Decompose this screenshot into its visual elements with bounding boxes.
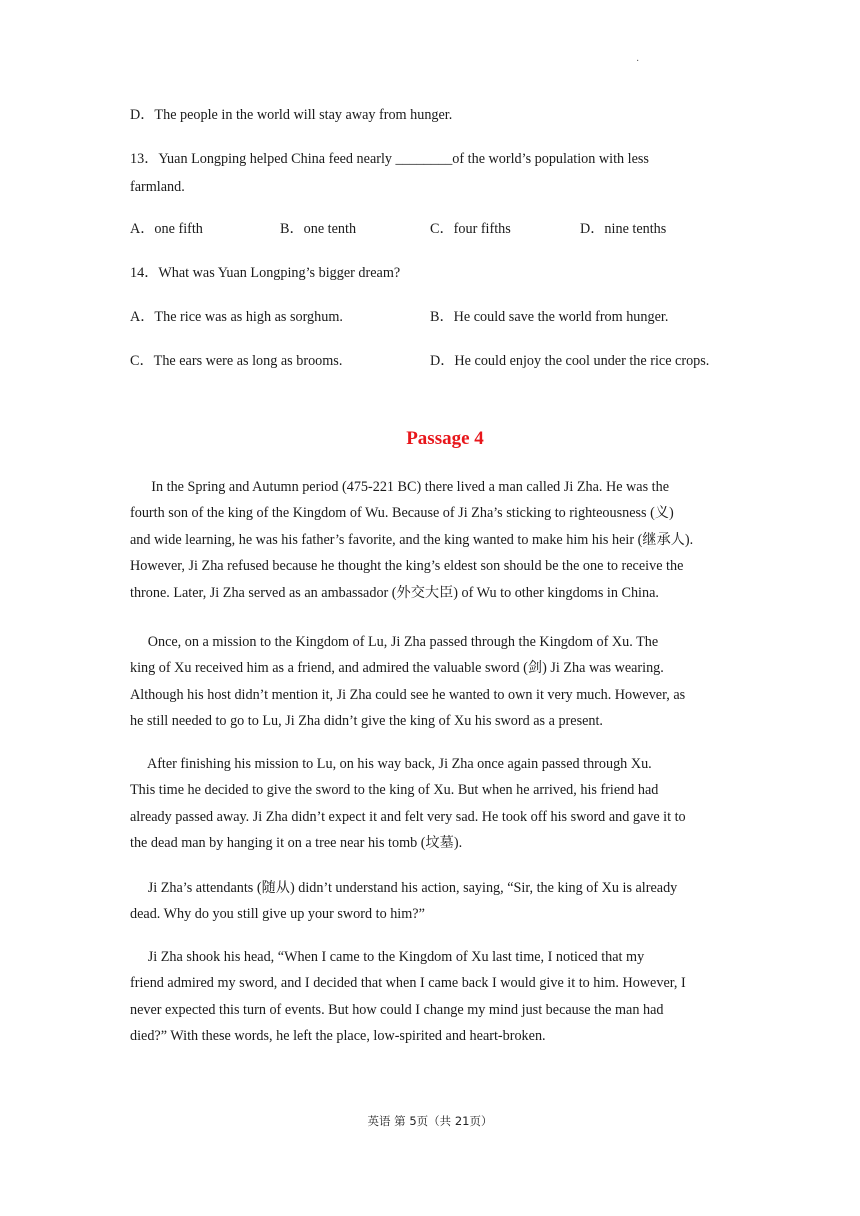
- paragraph-line: This time he decided to give the sword to the king of Xu. But when he arrived, his friend had: [130, 782, 659, 799]
- paragraph-line: throne. Later, Ji Zha served as an ambassador (外交大臣) of Wu to other kingdoms in China.: [130, 584, 659, 601]
- q14-option-a: A．The rice was as high as sorghum.: [130, 309, 343, 325]
- paragraph-line: friend admired my sword, and I decided that when I came back I would give it to him. However, I: [130, 975, 686, 992]
- paragraph-line: After finishing his mission to Lu, on his way back, Ji Zha once again passed through Xu.: [130, 756, 652, 772]
- paragraph-line: the dead man by hanging it on a tree near his tomb (坟墓).: [130, 835, 463, 852]
- passage-paragraph-2: [130, 629, 730, 735]
- passage-paragraph-5: [130, 944, 730, 1050]
- q14-option-c: C．The ears were as long as brooms.: [130, 353, 343, 369]
- paragraph-line: king of Xu received him as a friend, and admired the valuable sword (剑) Ji Zha was wearing.: [130, 660, 664, 677]
- paragraph-line: Once, on a mission to the Kingdom of Lu, Ji Zha passed through the Kingdom of Xu. The: [130, 634, 659, 650]
- paragraph-line: In the Spring and Autumn period (475-221 BC) there lived a man called Ji Zha. He was the: [130, 479, 669, 495]
- paragraph-line: Although his host didn’t mention it, Ji Zha could see he wanted to own it very much. However, as: [130, 686, 686, 703]
- paragraph-line: never expected this turn of events. But how could I change my mind just because the man had: [130, 1001, 664, 1018]
- paragraph-line: he still needed to go to Lu, Ji Zha didn’t give the king of Xu his sword as a present.: [130, 713, 603, 730]
- passage-paragraph-3: [130, 751, 730, 857]
- paragraph-line: dead. Why do you still give up your sword to him?”: [130, 906, 425, 923]
- page-footer: 英语 第 5页（共 21页）: [367, 1114, 493, 1128]
- q14-option-b: B．He could save the world from hunger.: [430, 309, 669, 325]
- paragraph-line: died?” With these words, he left the place, low-spirited and heart-broken.: [130, 1028, 546, 1045]
- paragraph-line: and wide learning, he was his father’s favorite, and the king wanted to make him his heir (继承人).: [130, 531, 694, 548]
- q12-option-d: D．The people in the world will stay away from hunger.: [130, 107, 453, 123]
- q13-stem-line-2: farmland.: [130, 179, 185, 195]
- paragraph-line: already passed away. Ji Zha didn’t expect it and felt very sad. He took off his sword and gave it to: [130, 808, 686, 825]
- q13-option-a: A．one fifth: [130, 221, 203, 237]
- passage-title: Passage 4: [406, 428, 484, 449]
- passage-paragraph-4: [130, 875, 730, 928]
- q13-stem-line-1: 13．Yuan Longping helped China feed nearly ________of the world’s population with less: [130, 151, 649, 167]
- header-mark: ·: [636, 56, 640, 67]
- paragraph-line: fourth son of the king of the Kingdom of Wu. Because of Ji Zha’s sticking to righteousness (义): [130, 505, 674, 522]
- paragraph-line: Ji Zha shook his head, “When I came to the Kingdom of Xu last time, I noticed that my: [130, 949, 645, 965]
- passage-paragraph-1: [130, 474, 730, 606]
- q13-option-d: D．nine tenths: [580, 221, 667, 237]
- paragraph-line: Ji Zha’s attendants (随从) didn’t understand his action, saying, “Sir, the king of Xu is already: [130, 880, 678, 896]
- q13-option-b: B．one tenth: [280, 221, 357, 237]
- q13-option-c: C．four fifths: [430, 221, 511, 237]
- q14-stem: 14．What was Yuan Longping’s bigger dream?: [130, 265, 401, 281]
- q14-option-d: D．He could enjoy the cool under the rice crops.: [430, 353, 710, 369]
- paragraph-line: However, Ji Zha refused because he thought the king’s eldest son should be the one to receive the: [130, 558, 684, 575]
